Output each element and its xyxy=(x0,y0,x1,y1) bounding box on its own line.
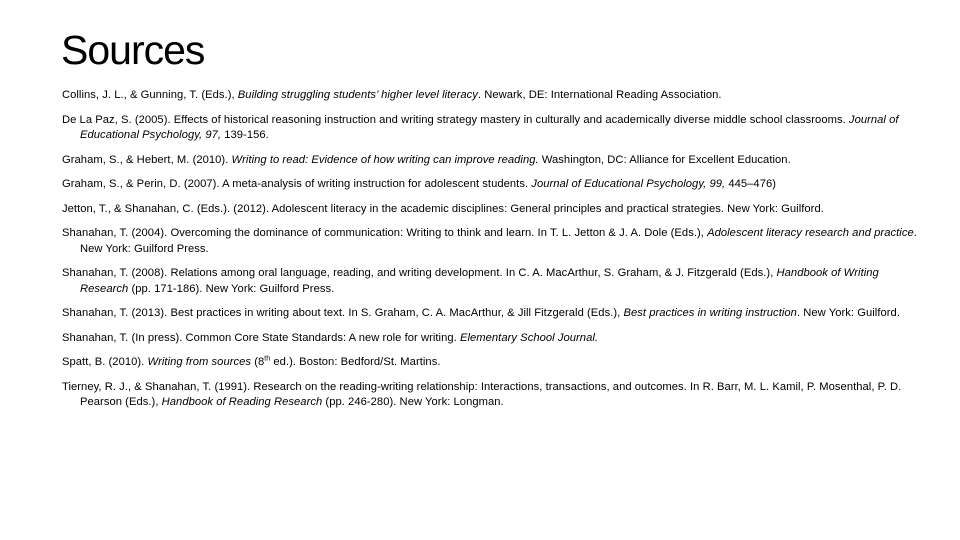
superscript-text: th xyxy=(264,355,271,363)
reference-text: Graham, S., & Perin, D. (2007). A meta-analysis of writing instruction for adolescent students. xyxy=(62,178,532,190)
reference-text: Collins, J. L., & Gunning, T. (Eds.), xyxy=(62,89,238,101)
reference-item xyxy=(62,306,922,322)
reference-item xyxy=(62,153,922,169)
reference-text: De La Paz, S. (2005). Effects of historical reasoning instruction and writing strategy mastery in culturally and academically diverse middle school classrooms. xyxy=(62,113,849,126)
reference-text: . New York: Guilford Press. xyxy=(80,227,917,255)
reference-text: Shanahan, T. (2013). Best practices in writing about text. In S. Graham, C. A. MacArthur, & Jill Fitzgerald (Eds.), xyxy=(62,307,624,319)
reference-item xyxy=(62,355,922,371)
reference-italic-text: Writing from sources xyxy=(147,356,252,368)
reference-item xyxy=(62,88,922,104)
reference-italic-text: Handbook of Reading Research xyxy=(161,396,323,408)
reference-item xyxy=(62,331,922,347)
reference-italic-text: Building struggling students’ higher level literacy xyxy=(237,89,478,101)
reference-item xyxy=(62,380,922,411)
reference-text: . Newark, DE: International Reading Association. xyxy=(477,89,722,101)
reference-italic-text: Handbook of Writing Research xyxy=(80,267,879,295)
reference-text: Shanahan, T. (In press). Common Core State Standards: A new role for writing. xyxy=(62,331,460,344)
reference-item xyxy=(62,226,922,257)
reference-text: Washington, DC: Alliance for Excellent Education. xyxy=(538,153,791,166)
reference-text: (8 xyxy=(251,356,265,368)
reference-text: (pp. 246-280). New York: Longman. xyxy=(322,396,504,408)
reference-item xyxy=(62,113,922,144)
reference-italic-text: Best practices in writing instruction xyxy=(623,307,797,319)
reference-text: Graham, S., & Hebert, M. (2010). xyxy=(62,153,232,166)
reference-text: Shanahan, T. (2004). Overcoming the dominance of communication: Writing to think and learn. In T. L. Jetton & J. A. Dole (Eds.), xyxy=(62,227,708,239)
slide-title: Sources xyxy=(61,27,205,73)
reference-text: ed.). Boston: Bedford/St. Martins. xyxy=(270,356,441,368)
reference-item xyxy=(62,177,922,193)
reference-italic-text: Adolescent literacy research and practice xyxy=(707,227,914,239)
reference-italic-text: Journal of Educational Psychology, 99, xyxy=(531,178,726,190)
reference-text: Tierney, R. J., & Shanahan, T. (1991). Research on the reading-writing relationship: Interactions, transactions, and outcomes. In R. Barr, M. L. Kamil, P. Mosenthal, P. D. Pearson (Eds.), xyxy=(62,380,902,408)
reference-italic-text: Journal of Educational Psychology, 97, xyxy=(80,113,899,141)
reference-text: Jetton, T., & Shanahan, C. (Eds.). (2012). Adolescent literacy in the academic disciplines: General principles and practical strategies. New York: Guilford. xyxy=(62,202,824,215)
reference-text: Shanahan, T. (2008). Relations among oral language, reading, and writing development. In C. A. MacArthur, S. Graham, & J. Fitzgerald (Eds.), xyxy=(62,267,777,279)
reference-text: (pp. 171-186). New York: Guilford Press. xyxy=(128,282,335,295)
reference-item xyxy=(62,202,922,218)
reference-italic-text: Writing to read: Evidence of how writing can improve reading. xyxy=(231,153,539,166)
reference-list xyxy=(62,88,922,420)
reference-text: Spatt, B. (2010). xyxy=(62,356,148,368)
reference-item xyxy=(62,266,922,297)
reference-italic-text: Elementary School Journal. xyxy=(459,331,599,344)
reference-text: 139-156. xyxy=(221,129,269,141)
reference-text: 445–476) xyxy=(725,178,777,190)
reference-text: . New York: Guilford. xyxy=(796,307,900,319)
